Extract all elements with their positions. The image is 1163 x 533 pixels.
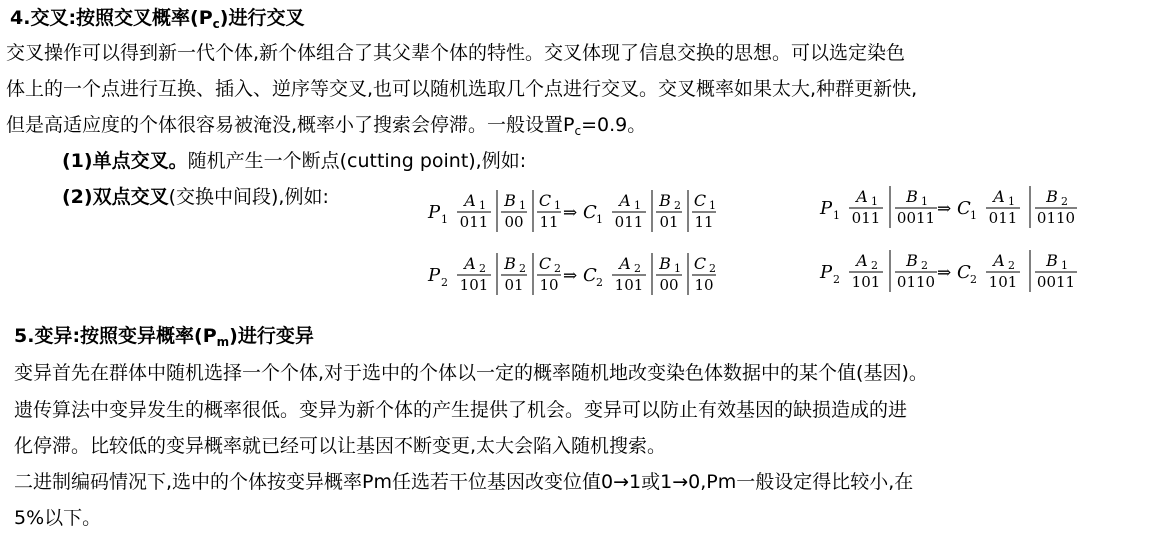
left-row2-c-value: 10 [539,276,559,294]
right-row1-ob-sub: 2 [1061,195,1068,208]
left-row2-oc-sub: 2 [709,262,716,275]
section5-heading-sub: m [216,335,230,349]
right-row1-b-label: B [906,187,918,206]
right-row2-a-sub: 2 [871,259,878,272]
left-row1-oa-value: 011 [614,213,644,231]
right-row2-ob-value: 0011 [1036,273,1076,291]
right-row2-arrow: ⇒ [937,263,952,283]
left-row2-a-sub: 2 [479,262,486,275]
section4-heading-text: 4.交叉:按照交叉概率(P [10,7,213,29]
left-row1-oc-sub: 1 [709,199,716,212]
left-row1-ob-value: 01 [659,213,679,231]
left-row2-oc-label: C [693,254,707,273]
left-row2-oc-value: 10 [694,276,714,294]
section5-heading-tail: )进行变异 [229,325,314,347]
right-row2-oa-sub: 2 [1008,259,1015,272]
section4-paragraph-line2: 体上的一个点进行互换、插入、逆序等交叉,也可以随机选取几个点进行交叉。交叉概率如果太大,种群更新快, [6,78,918,100]
left-row2-arrow: ⇒ [563,266,578,286]
left-row1-c-sub: 1 [554,199,561,212]
left-row2-ob-value: 00 [659,276,679,294]
section4-heading-sub: c [212,17,220,31]
section5-paragraph-line3: 化停滞。比较低的变异概率就已经可以让基因不断变更,太大会陷入随机搜索。 [14,435,667,457]
double-point-label: (2)双点交叉 [62,186,169,208]
section5-heading [14,324,314,348]
right-row2-a-label: A [856,251,868,270]
right-row2-b-sub: 2 [921,259,928,272]
left-row2-ob-label: B [659,254,671,273]
right-row1-a-value: 011 [851,209,881,227]
left-row2-c-sub: 2 [554,262,561,275]
left-row2-ob-sub: 1 [674,262,681,275]
right-row1-child-sub: 1 [970,209,977,222]
left-row2-child: C [583,265,597,286]
right-row1-parent-sub: 1 [833,209,840,222]
section5-paragraph-line5: 5%以下。 [14,507,102,529]
section5-paragraph-line2: 遗传算法中变异发生的概率很低。变异为新个体的产生提供了机会。变异可以防止有效基因的缺损造成的进 [14,399,908,421]
left-row2-parent-sub: 2 [441,276,448,289]
right-row1-oa-value: 011 [988,209,1018,227]
right-row2-child: C [957,262,971,283]
right-row1-parent: P [820,198,833,219]
right-row1-child: C [957,198,971,219]
right-row2-oa-label: A [993,251,1005,270]
right-row1-ob-value: 0110 [1036,209,1076,227]
left-row2-oa-sub: 2 [634,262,641,275]
left-row1-oa-label: A [619,191,631,210]
left-row2-b-sub: 2 [519,262,526,275]
right-row2-child-sub: 2 [970,273,977,286]
section5-paragraph-line1: 变异首先在群体中随机选择一个个体,对于选中的个体以一定的概率随机地改变染色体数据中的某个值(基因)。 [14,362,928,384]
left-row1-c-label: C [538,191,552,210]
section4-heading-tail: )进行交叉 [219,7,305,29]
left-row1-parent-sub: 1 [441,213,448,226]
left-row2-b-label: B [504,254,516,273]
right-row2-parent: P [820,262,833,283]
left-row2-oa-label: A [619,254,631,273]
left-row2-parent: P [428,265,441,286]
formula-root [427,186,1077,295]
right-row1-b-value: 0011 [896,209,936,227]
left-row1-child: C [583,202,597,223]
left-row1-ob-label: B [659,191,671,210]
right-row1-ob-label: B [1046,187,1058,206]
double-point-desc: (交换中间段),例如: [168,186,329,208]
right-row1-oa-sub: 1 [1008,195,1015,208]
left-row1-parent: P [428,202,441,223]
left-row2-c-label: C [538,254,552,273]
left-row2-a-label: A [464,254,476,273]
right-row1-a-label: A [856,187,868,206]
right-row1-a-sub: 1 [871,195,878,208]
left-row2-b-value: 01 [504,276,524,294]
right-row2-a-value: 101 [851,273,881,291]
left-row1-child-sub: 1 [596,213,603,226]
left-row1-oc-value: 11 [694,213,714,231]
p1-line3-sub: c [574,124,582,138]
left-row1-a-sub: 1 [479,199,486,212]
left-row1-b-value: 00 [504,213,524,231]
right-row2-parent-sub: 2 [833,273,840,286]
left-row1-c-value: 11 [539,213,559,231]
left-row2-child-sub: 2 [596,276,603,289]
left-row1-a-label: A [464,191,476,210]
left-row1-a-value: 011 [459,213,489,231]
right-row2-b-value: 0110 [896,273,936,291]
left-row1-b-label: B [504,191,516,210]
right-row2-ob-sub: 1 [1061,259,1068,272]
right-row1-arrow: ⇒ [937,199,952,219]
right-row2-oa-value: 101 [988,273,1018,291]
p1-line3-tail: =0.9。 [581,114,647,136]
left-row1-ob-sub: 2 [674,199,681,212]
single-point-desc: 随机产生一个断点(cutting point),例如: [187,150,527,172]
left-row1-arrow: ⇒ [563,203,578,223]
right-row2-b-label: B [906,251,918,270]
left-row2-oa-value: 101 [614,276,644,294]
single-point-label: (1)单点交叉。 [62,150,188,172]
section5-heading-text: 5.变异:按照变异概率(P [14,325,217,347]
right-row1-b-sub: 1 [921,195,928,208]
section5-paragraph-line4: 二进制编码情况下,选中的个体按变异概率Pm任选若干位基因改变位值0→1或1→0,Pm一般设定得比较小,在 [14,471,914,493]
section4-paragraph-line1: 交叉操作可以得到新一代个体,新个体组合了其父辈个体的特性。交叉体现了信息交换的思想。可以选定染色 [6,42,906,64]
left-row2-a-value: 101 [459,276,489,294]
left-row1-oa-sub: 1 [634,199,641,212]
left-row1-oc-label: C [693,191,707,210]
right-row2-ob-label: B [1046,251,1058,270]
p1-line3-text: 但是高适应度的个体很容易被淹没,概率小了搜索会停滞。一般设置P [6,114,575,136]
right-row1-oa-label: A [993,187,1005,206]
left-row1-b-sub: 1 [519,199,526,212]
